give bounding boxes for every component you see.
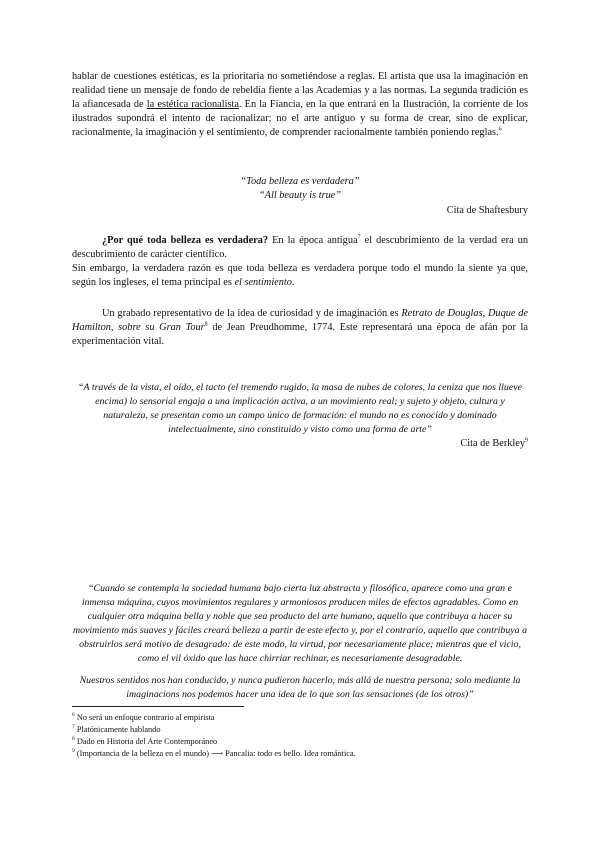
paragraph-text: Un grabado representativo de la idea de curiosidad y de imaginación es [102, 308, 402, 319]
footnote-number: 8 [72, 736, 75, 743]
quote-berkley: “A través de la vista, el oído, el tacto (el tremendo rugido, la masa de nubes de colores, la ceniza que nos llueve encima) lo sensorial engaja a una implicación activa, a un movimiento real; y sujeto y objeto, cultura y naturaleza, se presentan como un campo único de formación: el mundo no es conocido y dominado intelectualmente, sino constituido y visto como una forma de arte” [78, 382, 522, 435]
footnote-number: 6 [72, 712, 75, 719]
paragraph-text: En la época antigua [268, 235, 358, 246]
footnote-number: 9 [72, 748, 75, 755]
paragraph-text: . [291, 277, 295, 288]
paragraph-text: de Jean Preudhomme, 1774. Este representará una época de afán por la experimentación vital. [72, 322, 528, 347]
emphasis-sentimiento: el sentimiento [234, 277, 292, 288]
citation-text: Cita de Berkley [460, 438, 525, 449]
quote-sociedad-maquina: “Cuando se contempla la sociedad humana bajo cierta luz abstracta y filosófica, aparece como una gran e inmensa máquina, cuyos movimientos regulares y armoniosos producen miles de efectos agradables. Como en cualquier otra máquina bella y noble que sea producto del arte humano, aquello que contribuya a hacer su movimiento más suaves y fáciles creará belleza a partir de este efecto y, por el contrario, aquello que contribuya a obstruirlos será motivo de desagrado: de este modo, la virtud, por necesariamente place; mientras que el vicio, como el vil óxido que las hace chirriar rechinar, es necesariamente desagradable. [72, 583, 528, 664]
paragraph-belleza-verdadera [72, 234, 528, 290]
paragraph-text: Sin embargo, la verdadera razón es que toda belleza es verdadera porque todo el mundo la siente ya que, según los ingleses, el tema principal es [72, 263, 528, 288]
artwork-title: Retrato de Douglas, Duque de Hamilton, sobre su Gran Tour [72, 308, 528, 333]
paragraph-text: el descubrimiento de la verdad era un descubrimiento de carácter científico. [72, 235, 529, 260]
footnote-text: (Importancia de la belleza en el mundo) ⟶ Pancalia: todo es bello. Idea romántica. [76, 749, 356, 758]
question-heading: ¿Por qué toda belleza es verdadera? [102, 235, 269, 246]
quote-citation-berkley [72, 437, 528, 451]
quote-shaftesbury-en: “All beauty is true” [258, 190, 342, 201]
footnote-text: No será un enfoque contrario al empirista [76, 713, 215, 722]
footnote-text: Platónicamente hablando [76, 725, 161, 734]
link-estetica-racionalista: la estética racionalista [146, 99, 239, 110]
footnote-8 [72, 736, 528, 748]
paragraph-text: . En la Fiancia, en la que entrará en la Ilustración, la corriente de los ilustrados supondrá el intento de racionalizar; no el arte antiguo y su forma de crear, sino de explicar, racionalmente, la imaginación y el sentimiento, de comprender racionalmente también poniendo reglas. [72, 99, 528, 138]
paragraph-grabado [72, 307, 528, 349]
footnote-text: Dado en Historia del Arte Contemporáneo [76, 737, 218, 746]
footnote-divider [72, 706, 244, 707]
paragraph-text: La segunda tradición es la afiancesada de [72, 85, 528, 110]
paragraph-tradiciones [72, 70, 528, 140]
quote-shaftesbury-es: “Toda belleza es verdadera” [240, 176, 360, 187]
quote-citation: Cita de Shaftesbury [446, 205, 528, 216]
footnote-ref-6: 6 [498, 126, 502, 133]
footnote-ref-7: 7 [357, 234, 361, 241]
footnote-number: 7 [72, 724, 75, 731]
footnote-9 [72, 748, 528, 760]
paragraph-text: hablar de cuestiones estéticas, es la prioritaria no sometiéndose a reglas. El artista que usa la imaginación en realidad tiene un mensaje de fondo de rebeldía fiente a las Academias y a las normas. [72, 71, 528, 96]
footnote-ref-9: 9 [525, 437, 528, 444]
footnote-ref-8: 8 [204, 321, 208, 328]
quote-sentidos: Nuestros sentidos nos han conducido, y nunca pudieron hacerlo, más allá de nuestra persona; solo mediante la imaginacions nos podemos hacer una idea de lo que son las sensaciones (de los otros)” [79, 675, 521, 700]
footnote-6 [72, 712, 528, 724]
footnote-7 [72, 724, 528, 736]
